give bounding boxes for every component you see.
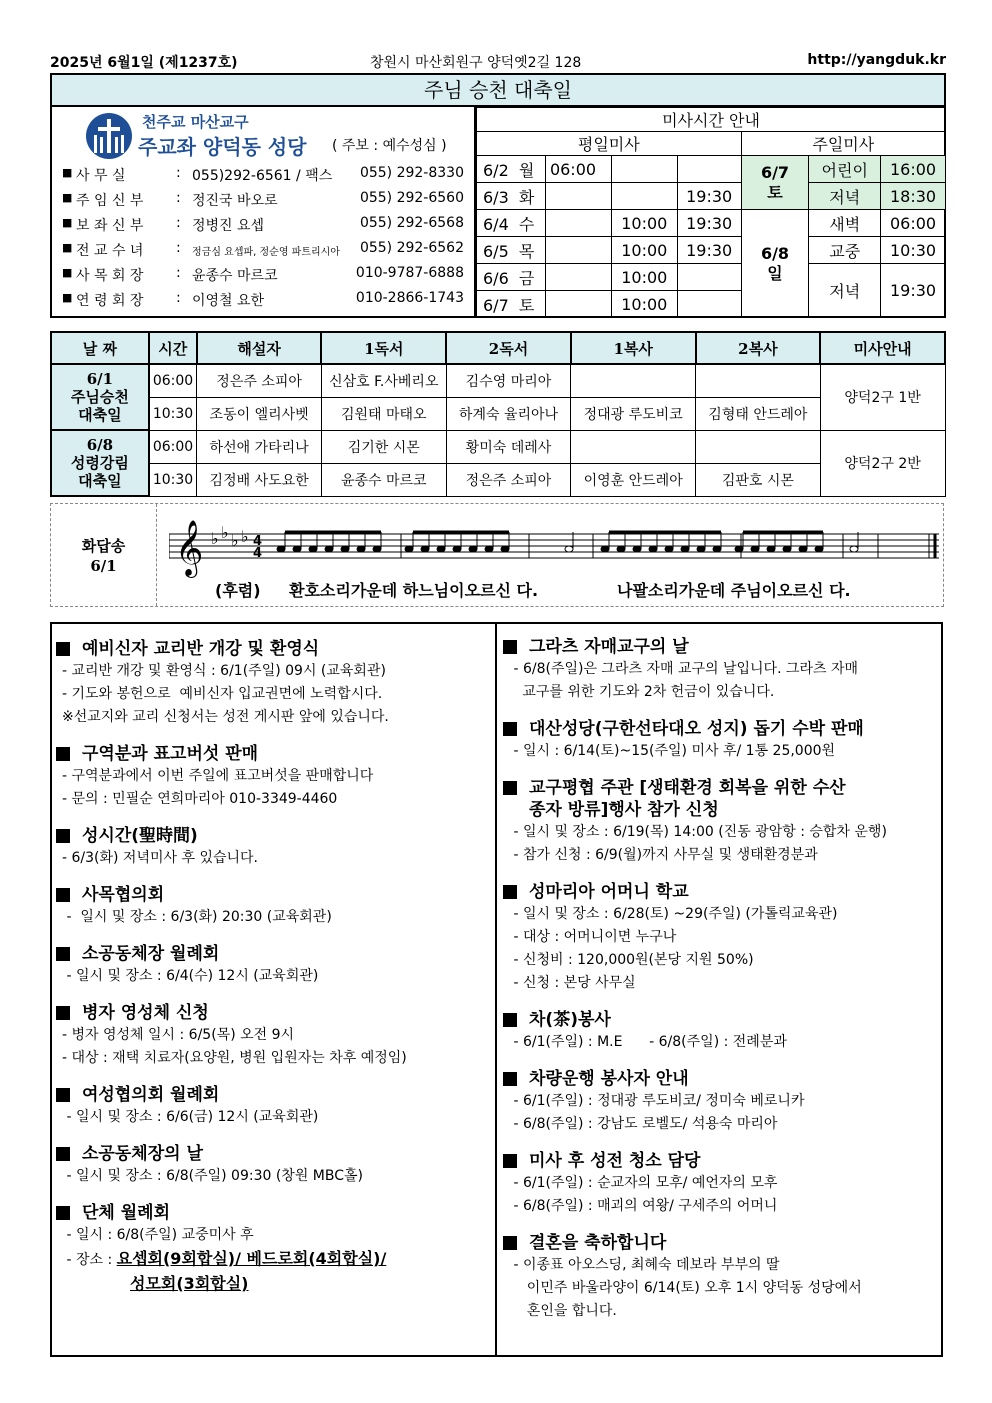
- mass-time: [611, 183, 677, 210]
- announcement-line: 교구를 위한 기도와 2차 헌금이 있습니다.: [509, 684, 775, 700]
- weekday-row: [477, 237, 946, 264]
- announcement-title: [503, 718, 943, 740]
- bullet-square-icon: [503, 781, 517, 795]
- announcement-line: 이민주 바울라양이 6/14(토) 오후 1시 양덕동 성당에서: [509, 1280, 862, 1296]
- music-note: [565, 546, 573, 552]
- music-note: [815, 546, 823, 552]
- roster-name: 신삼호 F.사베리오: [321, 364, 446, 397]
- staff-phone: 055) 292-6562: [359, 240, 464, 256]
- staff-role: 보 좌 신 부: [76, 218, 144, 234]
- colon: :: [176, 240, 181, 256]
- announcement-title-text: 사목협의회: [82, 885, 165, 905]
- announcement: [56, 825, 495, 870]
- roster-name: 정은주 소피아: [197, 364, 322, 397]
- issue-date: 2025년 6월1일 (제1237호): [50, 55, 238, 71]
- announcement-title-text: 교구평협 주관 [생태환경 회복을 위한 수산 종자 방류]행사 참가 신청: [529, 778, 846, 820]
- staff-phone: 055) 292-6568: [359, 215, 464, 231]
- roster-row: [51, 430, 945, 463]
- announcement-line: - 신청비 : 120,000원(본당 지원 50%): [509, 952, 754, 968]
- announcement-line: - 일시 및 장소 : 6/6(금) 12시 (교육회관): [62, 1109, 319, 1125]
- announcement-title: [56, 743, 495, 765]
- mass-time: 19:30: [677, 210, 741, 237]
- weekday-row: [477, 210, 946, 237]
- announcement-title-text: 성마리아 어머니 학교: [529, 882, 689, 902]
- music-note: [649, 546, 657, 552]
- announcement-title: [56, 638, 495, 660]
- roster-name: 하계숙 율리아나: [446, 397, 571, 430]
- announcement-line: - 참가 신청 : 6/9(월)까지 사무실 및 생태환경분과: [509, 847, 818, 863]
- announcement-title-text: 병자 영성체 신청: [82, 1003, 209, 1023]
- announcement-title: [56, 1084, 495, 1106]
- bullet-icon: ■: [62, 216, 73, 229]
- announcement: [503, 1068, 943, 1136]
- music-note: [751, 546, 759, 552]
- bullet-square-icon: [56, 1206, 70, 1220]
- bullet-icon: ■: [62, 191, 73, 204]
- announcement-line: ※선교지와 교리 신청서는 성전 게시판 앞에 있습니다.: [62, 709, 389, 725]
- roster-time: 06:00: [149, 430, 197, 463]
- svg-text:♭: ♭: [241, 527, 249, 546]
- announcement-line: - 일시 및 장소 : 6/3(화) 20:30 (교육회관): [62, 909, 332, 925]
- announcement-title: [503, 1068, 943, 1090]
- roster-guide: 양덕2구 1반: [820, 364, 945, 430]
- mass-time: [545, 237, 611, 264]
- weekday-date: 6/2 월: [477, 156, 546, 183]
- announcement-line: - 6/1(주일) : 정대광 루도비코/ 정미숙 베로니카: [509, 1093, 805, 1109]
- music-note: [357, 546, 365, 552]
- announcement-title: [56, 943, 495, 965]
- announcement-line: - 병자 영성체 일시 : 6/5(목) 오전 9시: [62, 1027, 295, 1043]
- roster-header: 날 짜: [51, 332, 149, 364]
- announcement-title: [56, 884, 495, 906]
- weekday-date: 6/7 토: [477, 291, 546, 318]
- roster-name: [571, 430, 696, 463]
- announcement: [503, 1009, 943, 1054]
- announcement-line: - 기도와 봉헌으로 예비신자 입교권면에 노력합시다.: [62, 686, 383, 702]
- roster-row: [51, 463, 945, 496]
- staff-phone: 055) 292-6560: [359, 190, 464, 206]
- staff-name: 정병진 요셉: [192, 218, 265, 234]
- music-note: [681, 546, 689, 552]
- sunday-mass-time: 18:30: [881, 183, 946, 210]
- diocese-name: 천주교 마산교구: [142, 113, 249, 131]
- svg-text:♭: ♭: [211, 529, 219, 548]
- responsorial-psalm: [50, 503, 944, 607]
- sunday-mass-name: 저녁: [809, 183, 881, 210]
- sunday-mass-name: 저녁: [809, 264, 881, 318]
- music-note: [783, 546, 791, 552]
- announcement: [56, 1202, 495, 1297]
- staff-name: 정진국 바오로: [192, 193, 278, 209]
- roster-header: 해설자: [197, 332, 322, 364]
- roster-name: 조동이 엘리사벳: [197, 397, 322, 430]
- roster-time: 10:30: [149, 463, 197, 496]
- announcement: [56, 943, 495, 988]
- music-note: [735, 546, 743, 552]
- saturday-label: 6/7 토: [741, 156, 809, 210]
- svg-text:𝄞: 𝄞: [175, 520, 204, 576]
- sunday-mass-time: 06:00: [881, 210, 946, 237]
- announcement-title-text: 결혼을 축하합니다: [529, 1233, 667, 1253]
- announcement-title: [56, 825, 495, 847]
- announcement-line: - 교리반 개강 및 환영식 : 6/1(주일) 09시 (교육회관): [62, 663, 386, 679]
- announcement: [56, 1002, 495, 1070]
- music-note: [601, 546, 609, 552]
- staff-role: 사 무 실: [76, 168, 126, 184]
- svg-text:4: 4: [253, 546, 263, 561]
- svg-text:♭: ♭: [221, 523, 229, 542]
- bullet-square-icon: [503, 1154, 517, 1168]
- announcement-title: [503, 881, 943, 903]
- weekday-date: 6/3 화: [477, 183, 546, 210]
- staff-row: [62, 238, 472, 263]
- website-url[interactable]: http://yangduk.kr: [807, 52, 946, 68]
- sunday-mass-time: 10:30: [881, 237, 946, 264]
- roster-guide: 양덕2구 2반: [820, 430, 945, 496]
- bullet-square-icon: [503, 1013, 517, 1027]
- mass-time: [545, 264, 611, 291]
- mass-table: [476, 107, 946, 318]
- announcement: [503, 1150, 943, 1218]
- psalm-refrain: (후렴): [215, 581, 261, 600]
- music-note: [277, 546, 285, 552]
- announcement-line: - 일시 : 6/8(주일) 교중미사 후: [62, 1227, 254, 1243]
- bullet-square-icon: [56, 747, 70, 761]
- roster-name: [696, 430, 821, 463]
- colon: :: [176, 190, 181, 206]
- sunday-mass-time: 16:00: [881, 156, 946, 183]
- announcement-line: - 6/1(주일) : M.E - 6/8(주일) : 전례분과: [509, 1034, 787, 1050]
- staff-name: 이영철 요한: [192, 293, 265, 309]
- announcement-title: [503, 1232, 943, 1254]
- roster-name: 김수영 마리아: [446, 364, 571, 397]
- staff-name: 055)292-6561 / 팩스: [192, 168, 333, 184]
- bullet-square-icon: [56, 642, 70, 656]
- staff-phone: 010-9787-6888: [355, 265, 464, 281]
- announcement-line: - 신청 : 본당 사무실: [509, 975, 636, 991]
- roster-name: 정대광 루도비코: [571, 397, 696, 430]
- staff-row: [62, 163, 472, 188]
- roster-header: 시간: [149, 332, 197, 364]
- mass-header: 미사시간 안내: [477, 108, 946, 132]
- bullet-icon: ■: [62, 291, 73, 304]
- announcement-title-text: 성시간(聖時間): [82, 826, 198, 846]
- music-note: [453, 546, 461, 552]
- mass-time: [545, 291, 611, 318]
- mass-time: [545, 210, 611, 237]
- weekday-row: [477, 183, 946, 210]
- announcement-title-text: 미사 후 성전 청소 담당: [529, 1151, 701, 1171]
- announcement-line: - 6/8(주일) : 강남도 로벨도/ 석용숙 마리아: [509, 1116, 778, 1132]
- announcement-title: [503, 1150, 943, 1172]
- place-value: 성모회(3회합실): [130, 1274, 249, 1293]
- weekday-date: 6/4 수: [477, 210, 546, 237]
- roster-name: 하선애 가타리나: [197, 430, 322, 463]
- weekday-row: [477, 264, 946, 291]
- mass-times: [476, 107, 946, 316]
- mass-time: 10:00: [611, 291, 677, 318]
- bullet-square-icon: [503, 1236, 517, 1250]
- church-logo-icon: [86, 113, 132, 159]
- music-note: [437, 546, 445, 552]
- announcement: [503, 881, 943, 995]
- sunday-header: 주일미사: [741, 132, 945, 156]
- roster-name: 윤종수 마르코: [321, 463, 446, 496]
- colon: :: [176, 165, 181, 181]
- bullet-square-icon: [503, 1072, 517, 1086]
- music-note: [485, 546, 493, 552]
- announcement-title: [503, 1009, 943, 1031]
- announcement-title: [56, 1002, 495, 1024]
- roster-day: 6/8 성령강림 대축일: [51, 430, 149, 496]
- staff-phone: 055) 292-8330: [359, 165, 464, 181]
- sunday-mass-time: 19:30: [881, 264, 946, 318]
- announcement-place: [56, 1247, 495, 1272]
- announcements-right: [499, 624, 943, 1355]
- colon: :: [176, 290, 181, 306]
- music-note: [421, 546, 429, 552]
- announcement-line: - 일시 및 장소 : 6/4(수) 12시 (교육회관): [62, 968, 319, 984]
- roster-name: 김기한 시몬: [321, 430, 446, 463]
- music-note: [405, 546, 413, 552]
- announcement-title-text: 소공동체장의 날: [82, 1144, 203, 1164]
- announcement: [56, 884, 495, 929]
- place-prefix: - 장소 :: [62, 1252, 117, 1268]
- patron-label: ( 주보 : 예수성심 ): [332, 138, 447, 154]
- mass-time: 19:30: [677, 237, 741, 264]
- announcement-title-text: 차(茶)봉사: [529, 1010, 611, 1030]
- announcement-place: [56, 1272, 495, 1297]
- staff-list: [62, 163, 472, 313]
- roster-header: 2독서: [446, 332, 571, 364]
- roster-time: 06:00: [149, 364, 197, 397]
- announcement: [503, 1232, 943, 1323]
- music-note: [767, 546, 775, 552]
- announcement: [503, 777, 943, 867]
- staff-role: 주 임 신 부: [76, 193, 144, 209]
- bullet-icon: ■: [62, 266, 73, 279]
- music-note: [341, 546, 349, 552]
- weekday-date: 6/6 금: [477, 264, 546, 291]
- mass-time: [545, 183, 611, 210]
- mass-time: [677, 291, 741, 318]
- announcements-left: [52, 624, 497, 1355]
- liturgy-roster: [50, 331, 946, 497]
- page-title: 주님 승천 대축일: [50, 73, 946, 107]
- svg-text:4: 4: [253, 534, 263, 549]
- roster-name: 이영훈 안드레아: [571, 463, 696, 496]
- music-note: [713, 546, 721, 552]
- music-note: [293, 546, 301, 552]
- music-staff: [169, 512, 939, 578]
- music-note: [633, 546, 641, 552]
- mass-time: [677, 156, 741, 183]
- announcement-line: - 일시 및 장소 : 6/8(주일) 09:30 (창원 MBC홀): [62, 1168, 363, 1184]
- announcement: [503, 636, 943, 704]
- announcement-title-text: 예비신자 교리반 개강 및 환영식: [82, 639, 320, 659]
- music-note: [325, 546, 333, 552]
- parish-info: [52, 107, 476, 316]
- music-note: [697, 546, 705, 552]
- announcement-title: [56, 1143, 495, 1165]
- weekday-date: 6/5 목: [477, 237, 546, 264]
- music-note: [309, 546, 317, 552]
- roster-row: [51, 397, 945, 430]
- announcement-title-text: 차량운행 봉사자 안내: [529, 1069, 689, 1089]
- announcement-line: - 이종표 아오스딩, 최혜숙 데보라 부부의 딸: [509, 1257, 780, 1273]
- roster-header: 미사안내: [820, 332, 945, 364]
- bullet-square-icon: [56, 1147, 70, 1161]
- bullet-square-icon: [56, 888, 70, 902]
- roster-name: [571, 364, 696, 397]
- announcement-title: [56, 1202, 495, 1224]
- announcement-title-text: 여성협의회 월례회: [82, 1085, 220, 1105]
- svg-text:♭: ♭: [231, 531, 239, 550]
- staff-role: 사 목 회 장: [76, 268, 144, 284]
- mass-time: 19:30: [677, 183, 741, 210]
- weekday-header: 평일미사: [477, 132, 742, 156]
- roster-name: [696, 364, 821, 397]
- announcement-line: - 6/1(주일) : 순교자의 모후/ 예언자의 모후: [509, 1175, 778, 1191]
- announcement-title-text: 그라츠 자매교구의 날: [529, 637, 689, 657]
- announcement-title-text: 단체 월례회: [82, 1203, 171, 1223]
- bullet-icon: ■: [62, 166, 73, 179]
- announcement-title: [503, 636, 943, 658]
- bullet-square-icon: [56, 1088, 70, 1102]
- place-value: 요셉회(9회합실)/ 베드로회(4회합실)/: [116, 1249, 387, 1268]
- announcement-line: - 일시 및 장소 : 6/19(목) 14:00 (진동 광암항 : 승합차 운행): [509, 824, 887, 840]
- roster-day: 6/1 주님승천 대축일: [51, 364, 149, 430]
- music-note: [850, 546, 858, 552]
- music-note: [799, 546, 807, 552]
- staff-row: [62, 213, 472, 238]
- staff-name: 정금심 요셉파, 정순영 파트리시아: [192, 247, 340, 258]
- roster-time: 10:30: [149, 397, 197, 430]
- mass-time: 10:00: [611, 264, 677, 291]
- announcement-line: - 대상 : 어머니이면 누구나: [509, 929, 677, 945]
- announcement-line: - 문의 : 민필순 연희마리아 010-3349-4460: [62, 791, 338, 807]
- announcement-line: - 일시 : 6/14(토)~15(주일) 미사 후/ 1통 25,000원: [509, 743, 836, 759]
- staff-phone: 010-2866-1743: [355, 290, 464, 306]
- bullet-icon: ■: [62, 241, 73, 254]
- announcement-line: - 구역분과에서 이번 주일에 표고버섯을 판매합니다: [62, 768, 374, 784]
- psalm-line-1: 환호소리가운데 하느님이오르신 다.: [289, 581, 539, 600]
- roster-name: 김정배 사도요한: [197, 463, 322, 496]
- roster-name: 황미숙 데레사: [446, 430, 571, 463]
- announcement-title-text: 대산성당(구한선타대오 성지) 돕기 수박 판매: [529, 719, 864, 739]
- announcement-title: [503, 777, 943, 821]
- music-note: [373, 546, 381, 552]
- announcement-line: - 일시 및 장소 : 6/28(토) ~29(주일) (가톨릭교육관): [509, 906, 838, 922]
- bullet-square-icon: [503, 885, 517, 899]
- announcement-line: 혼인을 합니다.: [509, 1303, 617, 1319]
- sunday-mass-name: 어린이: [809, 156, 881, 183]
- announcement: [56, 1143, 495, 1188]
- announcement: [56, 1084, 495, 1129]
- announcement-line: - 6/3(화) 저녁미사 후 있습니다.: [62, 850, 258, 866]
- colon: :: [176, 265, 181, 281]
- music-note: [665, 546, 673, 552]
- roster-header: 1복사: [571, 332, 696, 364]
- announcement: [56, 743, 495, 811]
- church-name: 주교좌 양덕동 성당: [138, 135, 307, 159]
- announcement-title-text: 소공동체장 월례회: [82, 944, 220, 964]
- bullet-square-icon: [56, 947, 70, 961]
- roster-name: 김원태 마태오: [321, 397, 446, 430]
- roster-name: 김판호 시몬: [696, 463, 821, 496]
- weekday-row: [477, 156, 946, 183]
- announcement-line: - 6/8(주일)은 그라츠 자매 교구의 날입니다. 그라츠 자매: [509, 661, 859, 677]
- psalm-label: 화답송 6/1: [51, 504, 157, 606]
- announcement-line: - 6/8(주일) : 매괴의 여왕/ 구세주의 어머니: [509, 1198, 778, 1214]
- roster-name: 정은주 소피아: [446, 463, 571, 496]
- announcement-title-text: 구역분과 표고버섯 판매: [82, 744, 259, 764]
- staff-role: 연 령 회 장: [76, 293, 144, 309]
- announcement: [503, 718, 943, 763]
- music-note: [469, 546, 477, 552]
- sunday-label: 6/8 일: [741, 210, 809, 318]
- bullet-square-icon: [503, 640, 517, 654]
- staff-row: [62, 263, 472, 288]
- roster-table: [50, 331, 946, 497]
- roster-row: [51, 364, 945, 397]
- church-address: 창원시 마산회원구 양덕옛2길 128: [370, 55, 582, 71]
- staff-role: 전 교 수 녀: [76, 243, 144, 259]
- roster-header: 2복사: [696, 332, 821, 364]
- roster-name: 김형태 안드레아: [696, 397, 821, 430]
- announcements: [50, 622, 943, 1357]
- masthead-line: [50, 50, 946, 72]
- bullet-square-icon: [56, 1006, 70, 1020]
- announcement-line: - 대상 : 재택 치료자(요양원, 병원 입원자는 차후 예정임): [62, 1050, 407, 1066]
- mass-time: [677, 264, 741, 291]
- bullet-square-icon: [56, 829, 70, 843]
- colon: :: [176, 215, 181, 231]
- mass-time: 10:00: [611, 237, 677, 264]
- music-note: [617, 546, 625, 552]
- sunday-mass-name: 교중: [809, 237, 881, 264]
- mass-time: 06:00: [545, 156, 611, 183]
- roster-header: 1독서: [321, 332, 446, 364]
- sunday-mass-name: 새벽: [809, 210, 881, 237]
- header-panel: [50, 107, 946, 318]
- mass-time: 10:00: [611, 210, 677, 237]
- staff-name: 윤종수 마르코: [192, 268, 278, 284]
- announcement: [56, 638, 495, 729]
- bullet-square-icon: [503, 722, 517, 736]
- staff-row: [62, 188, 472, 213]
- staff-row: [62, 288, 472, 313]
- psalm-line-2: 나팔소리가운데 주님이오르신 다.: [617, 581, 851, 600]
- mass-time: [611, 156, 677, 183]
- music-note: [501, 546, 509, 552]
